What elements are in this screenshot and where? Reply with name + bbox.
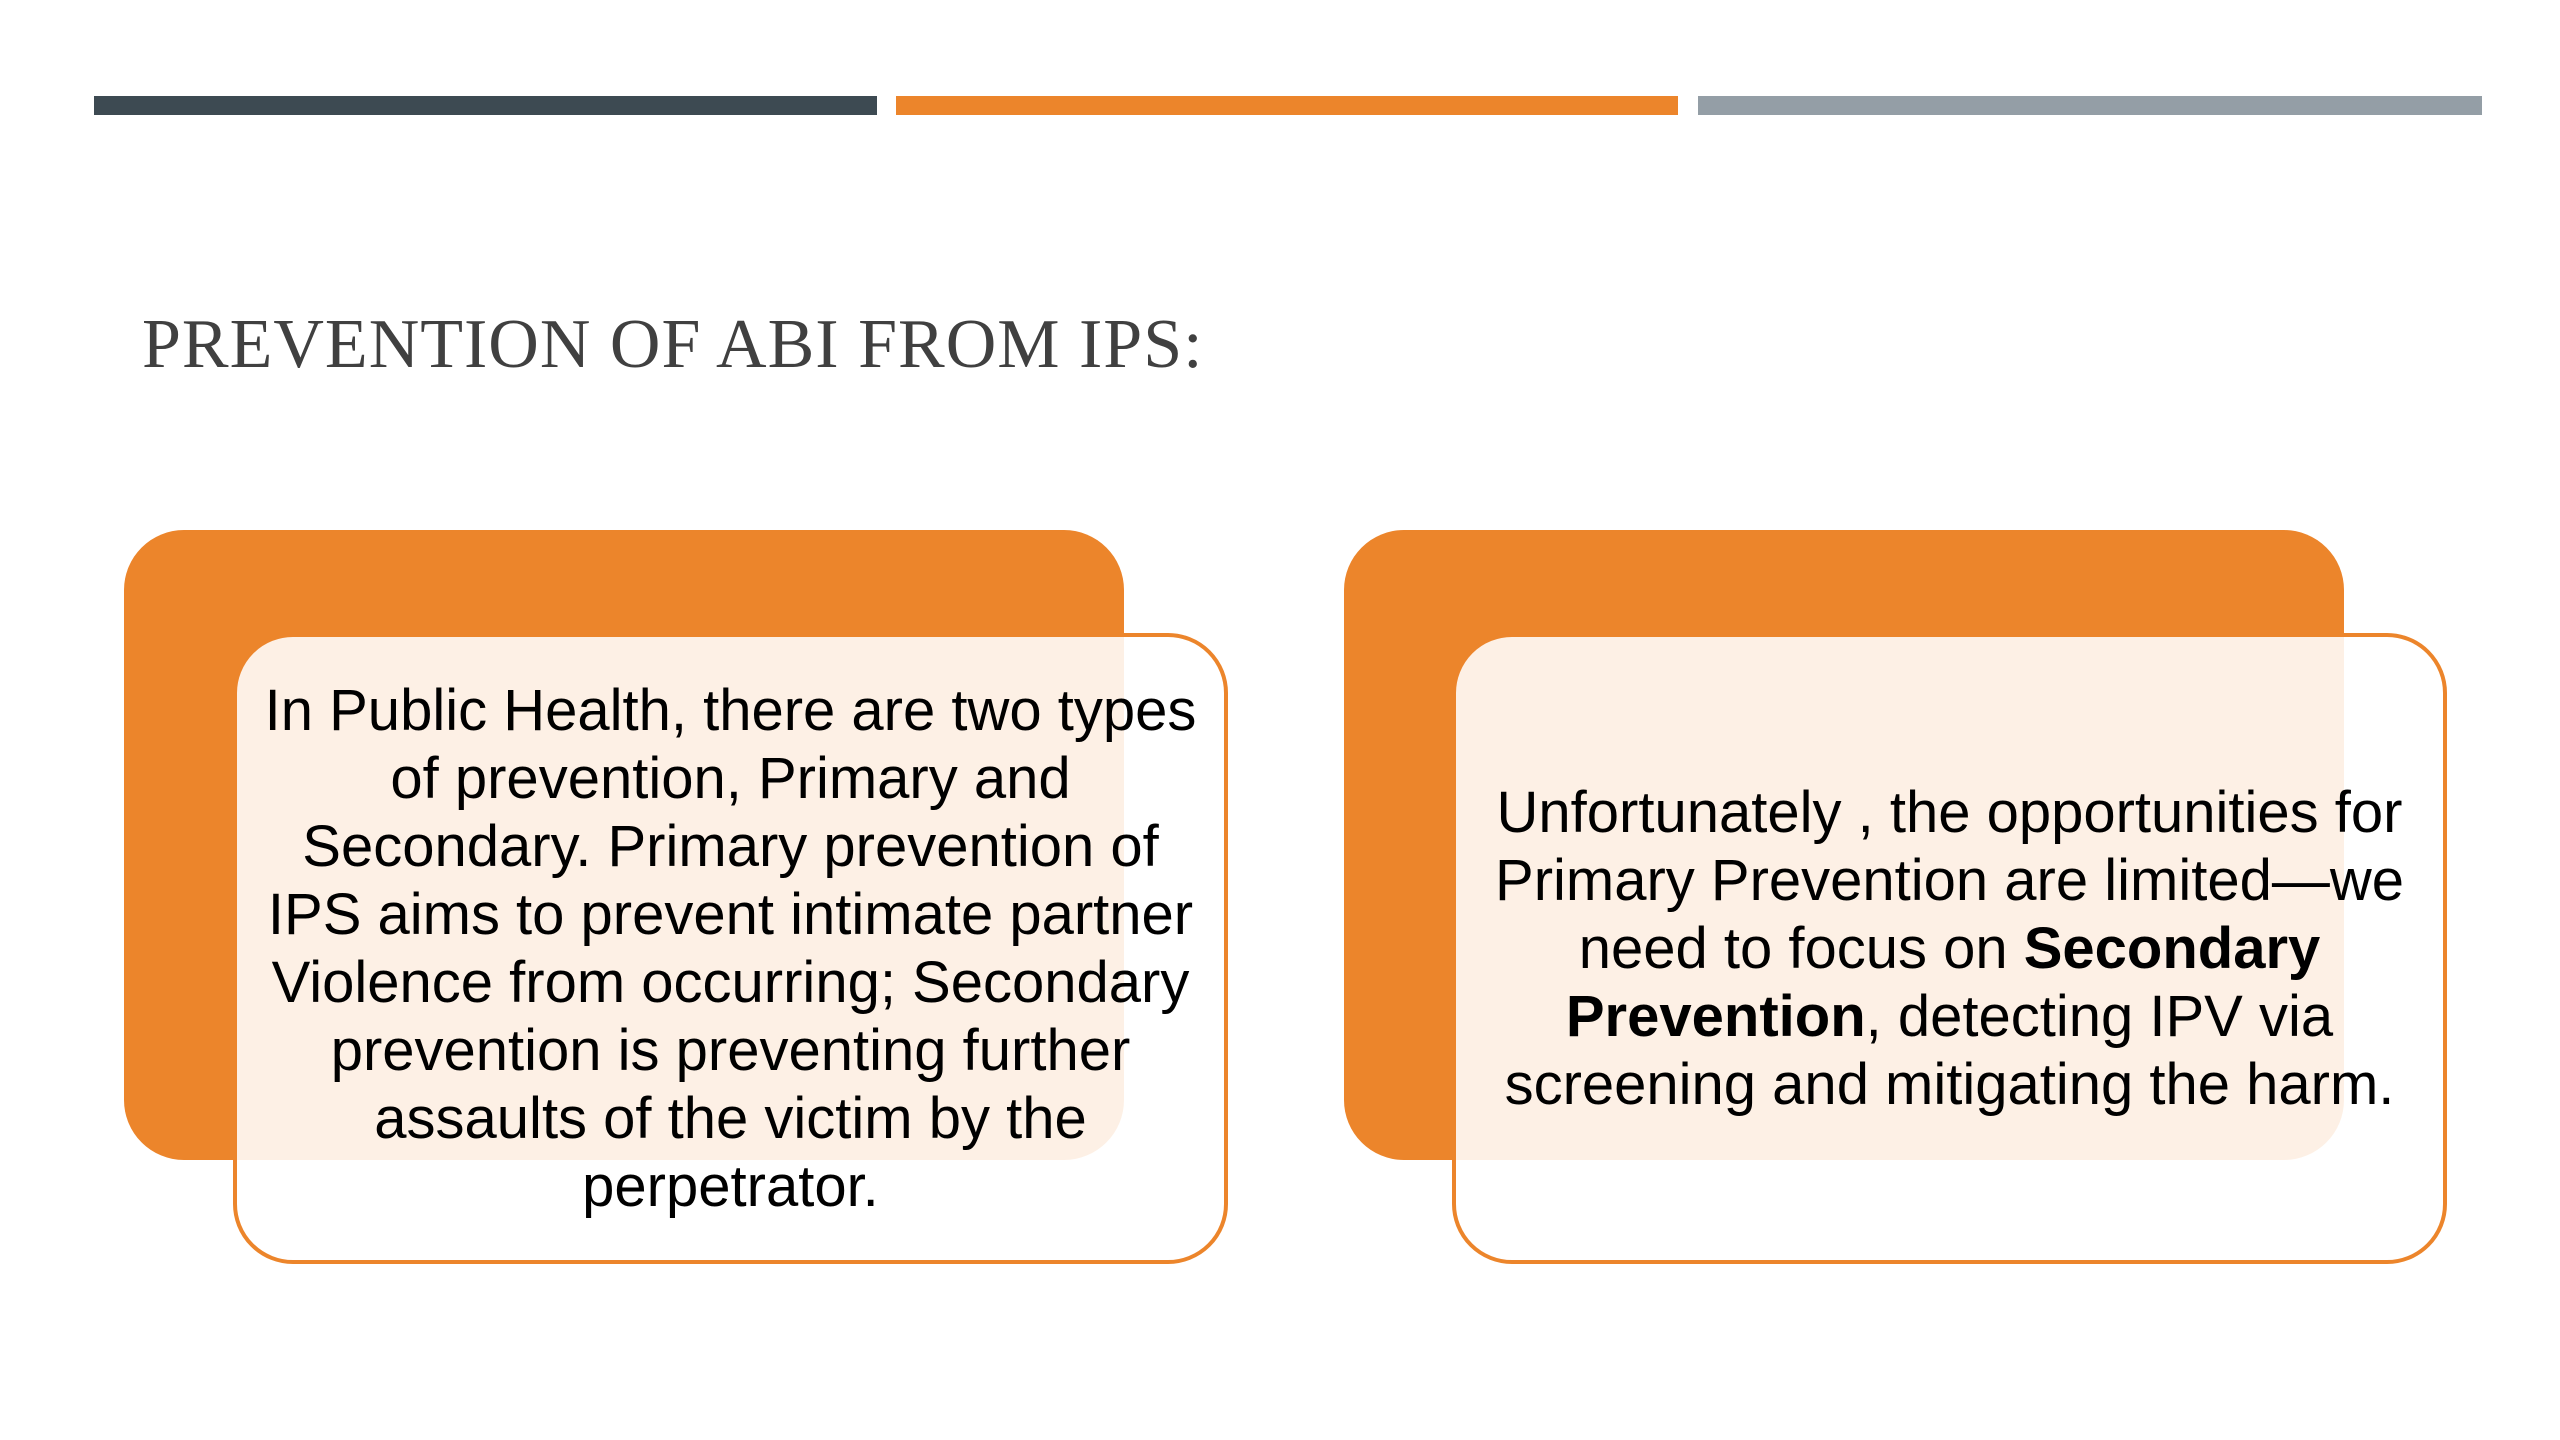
top-accent-bar-dark [94, 96, 877, 115]
right-card-text-part-1: Unfortunately , the opportunities for Primary Prevention are limited—we need to focus on [1495, 779, 2404, 981]
top-accent-bar-orange [896, 96, 1678, 115]
top-accent-bar-gray [1698, 96, 2482, 115]
left-card-text: In Public Health, there are two types of prevention, Primary and Secondary. Primary prevention of IPS aims to prevent intimate partner Violence from occurring; Secondary prevention is preventing further assaults of the victim by the perpetrator. [264, 677, 1197, 1219]
right-card-text-part-2: , detecting IPV via screening and mitigating the harm. [1504, 983, 2395, 1117]
left-text-card [233, 633, 1228, 1264]
right-card-text [1482, 779, 2417, 1119]
right-text-card [1452, 633, 2447, 1264]
slide-title: PREVENTION OF ABI FROM IPS: [142, 306, 1204, 383]
right-card-bold-phrase: Secondary Prevention [1565, 915, 2321, 1049]
